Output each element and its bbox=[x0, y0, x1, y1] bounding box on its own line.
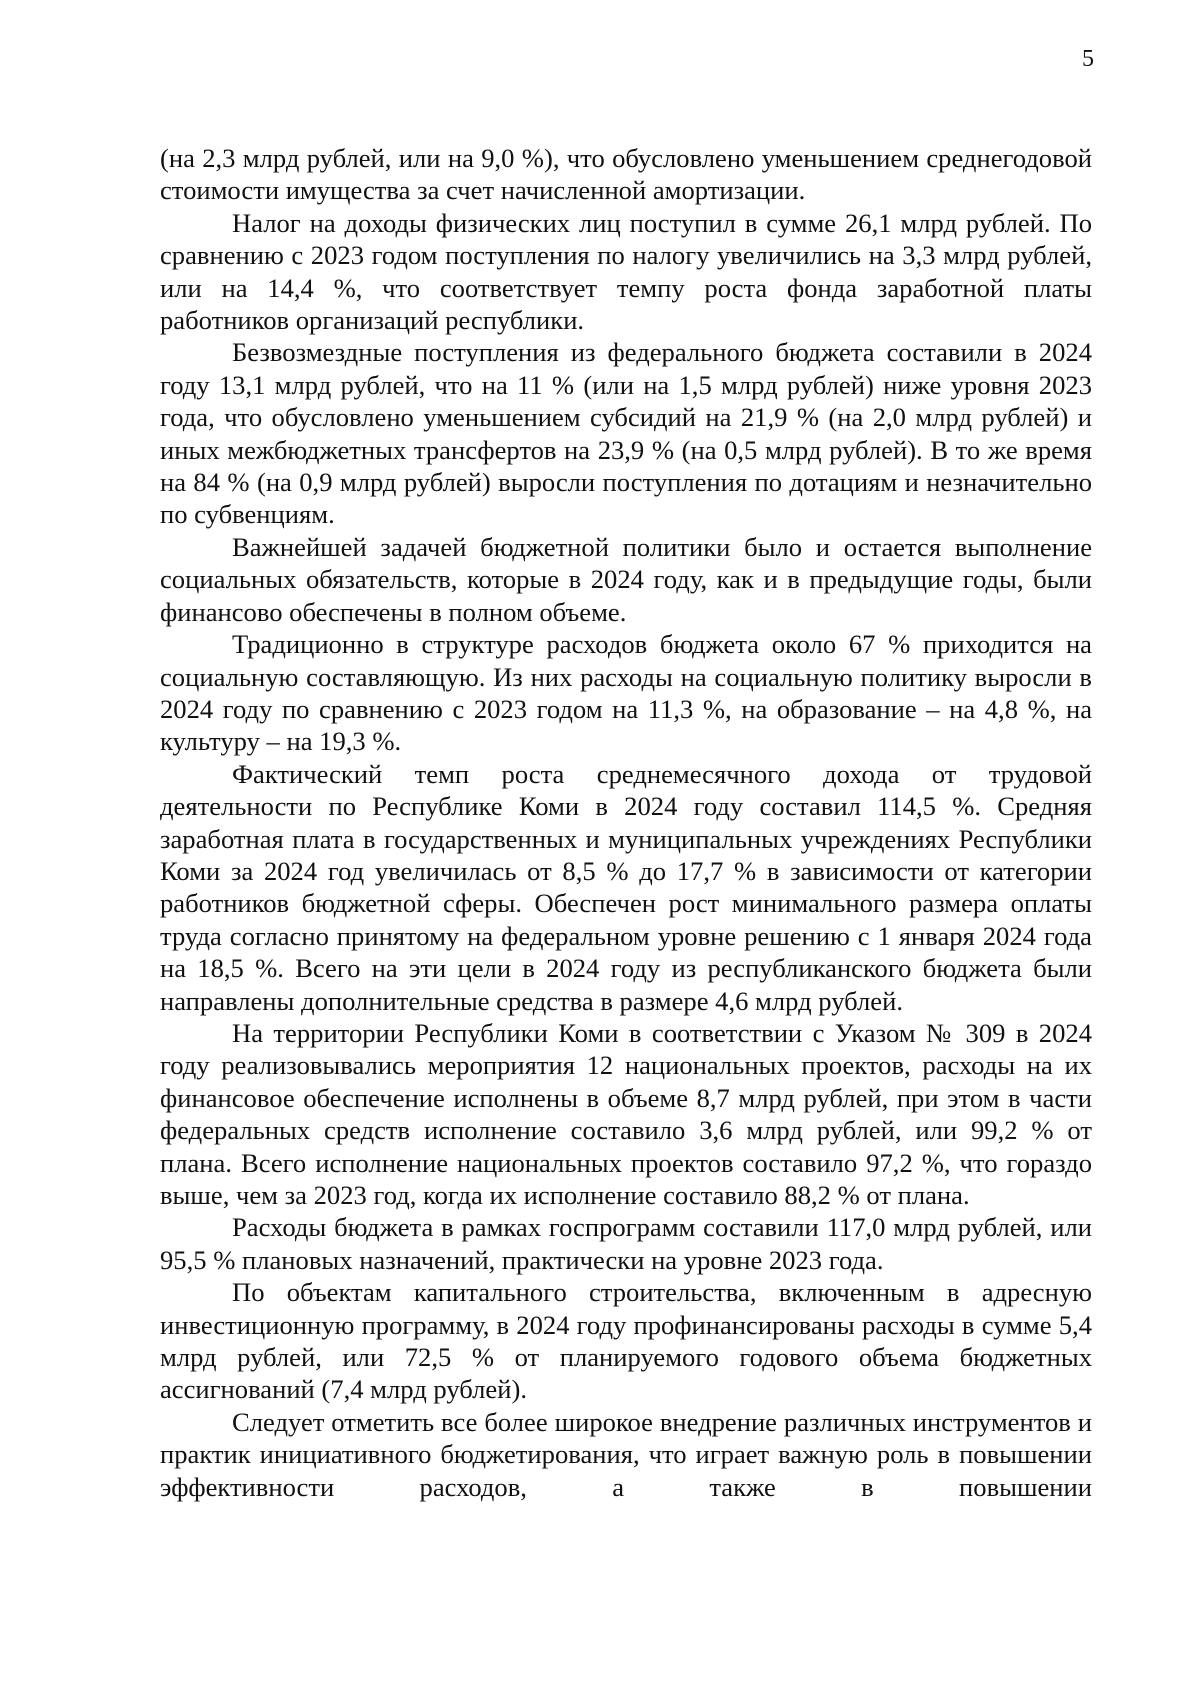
paragraph-initiative-budgeting: Следует отметить все более широкое внедрение различных инструментов и практик инициативного бюджетирования, что играет важную роль в повышении эффективности расходов, а также в повышении bbox=[160, 1406, 1092, 1502]
paragraph-federal-transfers: Безвозмездные поступления из федерального бюджета составили в 2024 году 13,1 млрд рублей, что на 11 % (или на 1,5 млрд рублей) ниже уровня 2023 года, что обусловлено уменьшением субсидий на 21,9 % (на 2,0 млрд рублей) и иных межбюджетных трансфертов на 23,9 % (на 0,5 млрд рублей). В то же время на 84 % (на 0,9 млрд рублей) выросли поступления по дотациям и незначительно по субвенциям. bbox=[160, 337, 1092, 530]
paragraph-personal-income-tax: Налог на доходы физических лиц поступил в сумме 26,1 млрд рублей. По сравнению с 2023 годом поступления по налогу увеличились на 3,3 млрд рублей, или на 14,4 %, что соответствует темпу роста фонда заработной платы работников организаций республики. bbox=[160, 207, 1092, 336]
paragraph-state-programs: Расходы бюджета в рамках госпрограмм составили 117,0 млрд рублей, или 95,5 % плановых назначений, практически на уровне 2023 года. bbox=[160, 1212, 1092, 1275]
paragraph-wages: Фактический темп роста среднемесячного дохода от трудовой деятельности по Республике Коми в 2024 году составил 114,5 %. Средняя заработная плата в государственных и муниципальных учреждениях Республики Коми за 2024 год увеличилась от 8,5 % до 17,7 % в зависимости от категории работников бюджетной сферы. Обеспечен рост минимального размера оплаты труда согласно принятому на федеральном уровне решению с 1 января 2024 года на 18,5 %. Всего на эти цели в 2024 году из республиканского бюджета были направлены дополнительные средства в размере 4,6 млрд рублей. bbox=[160, 758, 1092, 1016]
paragraph-capital-construction: По объектам капитального строительства, включенным в адресную инвестиционную программу, в 2024 году профинансированы расходы в сумме 5,4 млрд рублей, или 72,5 % от планируемого годового объема бюджетных ассигнований (7,4 млрд рублей). bbox=[160, 1277, 1092, 1405]
paragraph-social-expenses: Традиционно в структуре расходов бюджета около 67 % приходится на социальную составляющую. Из них расходы на социальную политику выросли в 2024 году по сравнению с 2023 годом на 11,3 %, на образование – на 4,8 %, на культуру – на 19,3 %. bbox=[160, 629, 1092, 757]
page-number: 5 bbox=[1082, 46, 1094, 72]
paragraph-national-projects: На территории Республики Коми в соответствии с Указом № 309 в 2024 году реализовывались мероприятия 12 национальных проектов, расходы на их финансовое обеспечение исполнены в объеме 8,7 млрд рублей, при этом в части федеральных средств исполнение составило 3,6 млрд рублей, или 99,2 % от плана. Всего исполнение национальных проектов составило 97,2 %, что гораздо выше, чем за 2023 год, когда их исполнение составило 88,2 % от плана. bbox=[160, 1017, 1092, 1210]
paragraph-social-obligations: Важнейшей задачей бюджетной политики было и остается выполнение социальных обязательств, которые в 2024 году, как и в предыдущие годы, были финансово обеспечены в полном объеме. bbox=[160, 531, 1092, 627]
document-body bbox=[160, 142, 1092, 1503]
paragraph-continuation: (на 2,3 млрд рублей, или на 9,0 %), что обусловлено уменьшением среднегодовой стоимости имущества за счет начисленной амортизации. bbox=[160, 143, 1092, 206]
